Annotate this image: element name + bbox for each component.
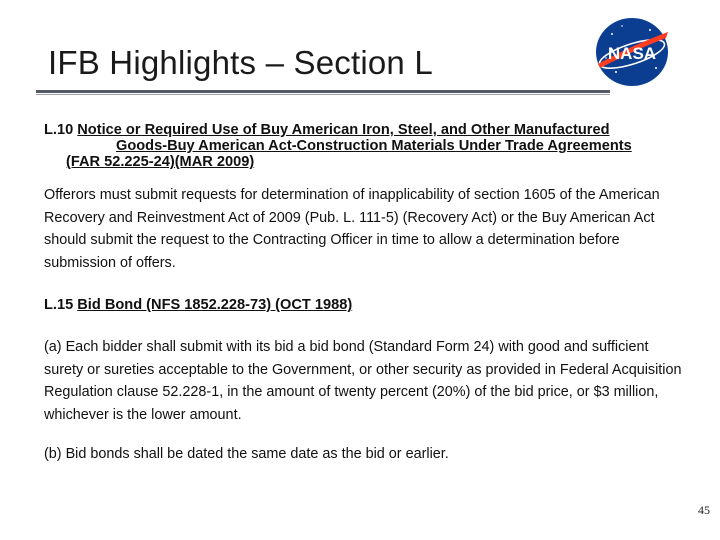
slide-content [44, 122, 688, 466]
l15-title: Bid Bond (NFS 1852.228-73) (OCT 1988) [77, 297, 353, 313]
l10-body: Offerors must submit requests for determination of inapplicability of section 1605 of the American Recovery and Reinvestment Act of 2009 (Pub. L. 111-5) (Recovery Act) or the Buy American Act should submit the request to the Contracting Officer in time to allow a determination before submission of offers. [44, 187, 660, 271]
section-l15-heading [44, 296, 688, 314]
title-divider [36, 90, 610, 93]
l10-title-line3: 52.225-24)(MAR 2009) [104, 154, 255, 170]
l10-title-line2: Goods-Buy American Act-Construction Materials Under Trade Agreements [116, 138, 632, 154]
nasa-logo [592, 14, 672, 90]
page-number: 45 [698, 503, 710, 517]
l15-number: L.15 [44, 297, 74, 313]
title-divider-shadow [36, 94, 610, 95]
nasa-logo-text: NASA [607, 44, 657, 63]
l10-title-line1: Notice or Required Use of Buy American Iron, Steel, and Other Manufactured [77, 122, 610, 138]
slide-title: IFB Highlights – Section L [48, 44, 433, 81]
l10-title-line3-prefix: (FAR [66, 154, 105, 170]
l10-number: L.10 [44, 122, 74, 138]
l15-para-b: (b) Bid bonds shall be dated the same date as the bid or earlier. [44, 446, 449, 462]
section-l10-heading [44, 122, 688, 170]
l15-para-a: (a) Each bidder shall submit with its bid a bid bond (Standard Form 24) with good and sufficient surety or sureties acceptable to the Government, or other security as provided in Federal Acquisition Regulation clause 52.228-1, in the amount of twenty percent (20%) of the bid price, or $3 million, whichever is the lower amount. [44, 339, 682, 423]
